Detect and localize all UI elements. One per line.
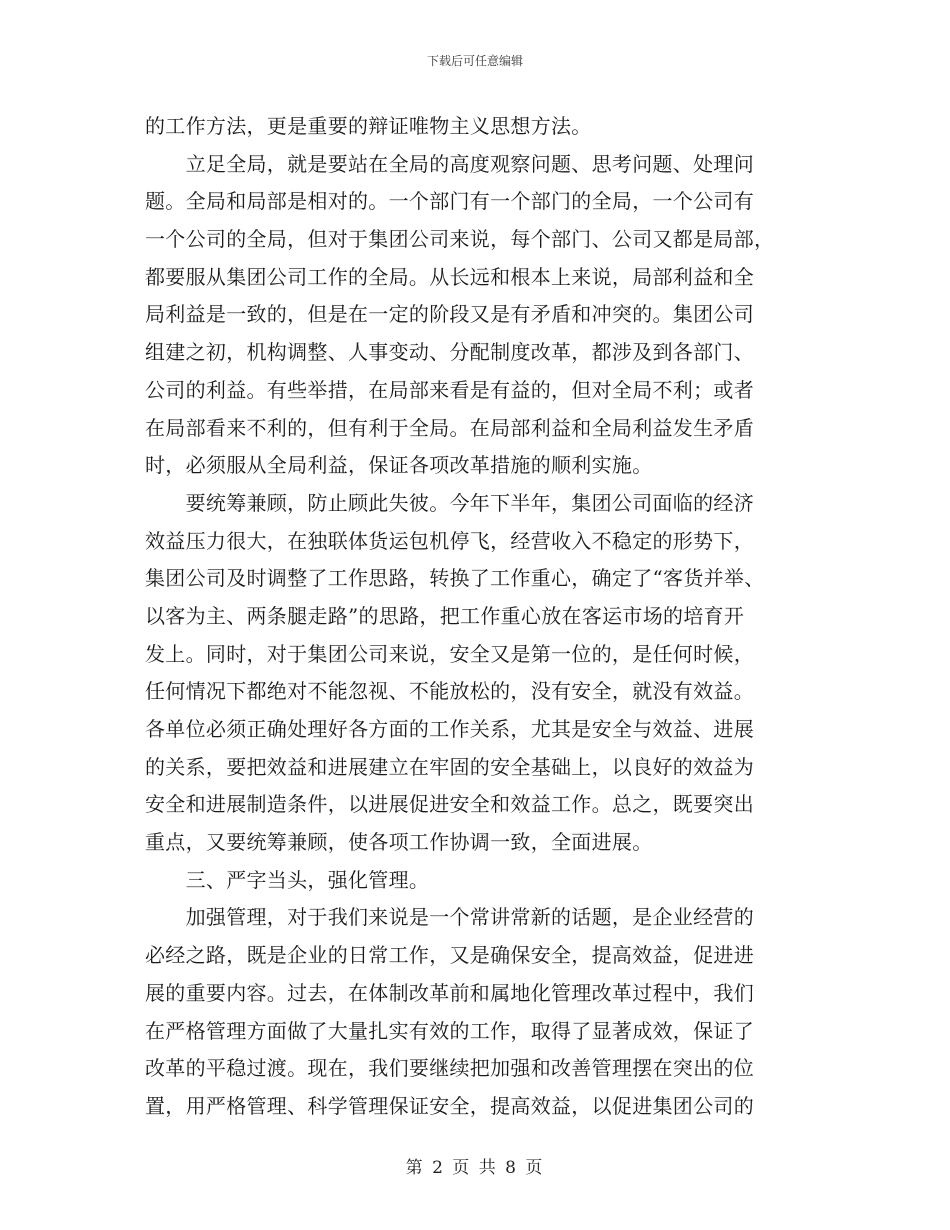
text-line: 要统筹兼顾，防止顾此失彼。今年下半年，集团公司面临的经济 — [145, 490, 754, 515]
text-line: 重点，又要统筹兼顾，使各项工作协调一致，全面进展。 — [145, 830, 653, 855]
text-line: 三、严字当头，强化管理。 — [145, 867, 430, 892]
text-line: 在严格管理方面做了大量扎实有效的工作，取得了显著成效，保证了 — [145, 1018, 754, 1043]
text-line: 安全和进展制造条件，以进展促进安全和效益工作。总之，既要突出 — [145, 792, 754, 817]
text-line: 集团公司及时调整了工作思路，转换了工作重心，确定了“客货并举、 — [145, 566, 765, 591]
text-line: 在局部看来不利的，但有利于全局。在局部利益和全局利益发生矛盾 — [145, 415, 754, 440]
text-line: 的工作方法，更是重要的辩证唯物主义思想方法。 — [145, 114, 592, 138]
page-header: 下载后可任意编辑 — [426, 54, 523, 68]
text-line: 必经之路，既是企业的日常工作，又是确保安全，提高效益，促进进 — [145, 943, 754, 968]
text-line: 发上。同时，对于集团公司来说，安全又是第一位的，是任何时候， — [145, 641, 754, 666]
body-text — [145, 108, 805, 1126]
text-line: 的关系，要把效益和进展建立在牢固的安全基础上，以良好的效益为 — [145, 754, 754, 779]
text-line: 时，必须服从全局利益，保证各项改革措施的顺利实施。 — [145, 453, 653, 478]
page-footer: 第 2 页 共 8 页 — [405, 1158, 545, 1178]
text-line: 立足全局，就是要站在全局的高度观察问题、思考问题、处理问 — [145, 151, 754, 176]
text-line: 各单位必须正确处理好各方面的工作关系，尤其是安全与效益、进展 — [145, 717, 754, 741]
text-line: 都要服从集团公司工作的全局。从长远和根本上来说，局部利益和全 — [145, 264, 754, 289]
text-line: 展的重要内容。过去，在体制改革前和属地化管理改革过程中，我们 — [145, 980, 754, 1005]
text-line: 一个公司的全局，但对于集团公司来说，每个部门、公司又都是局部， — [145, 227, 775, 252]
text-line: 组建之初，机构调整、人事变动、分配制度改革，都涉及到各部门、 — [145, 340, 754, 365]
text-line: 局利益是一致的，但是在一定的阶段又是有矛盾和冲突的。集团公司 — [145, 302, 754, 327]
text-line: 题。全局和局部是相对的。一个部门有一个部门的全局，一个公司有 — [145, 189, 754, 214]
text-line: 改革的平稳过渡。现在，我们要继续把加强和改善管理摆在突出的位 — [145, 1056, 754, 1081]
text-line: 加强管理，对于我们来说是一个常讲常新的话题，是企业经营的 — [145, 905, 754, 930]
text-line: 任何情况下都绝对不能忽视、不能放松的，没有安全，就没有效益。 — [145, 679, 754, 704]
text-line: 置，用严格管理、科学管理保证安全，提高效益，以促进集团公司的 — [145, 1093, 754, 1118]
text-line: 效益压力很大，在独联体货运包机停飞，经营收入不稳定的形势下， — [145, 528, 754, 553]
text-line: 公司的利益。有些举措，在局部来看是有益的，但对全局不利；或者 — [145, 377, 754, 402]
text-line: 以客为主、两条腿走路”的思路，把工作重心放在客运市场的培育开 — [145, 603, 745, 628]
